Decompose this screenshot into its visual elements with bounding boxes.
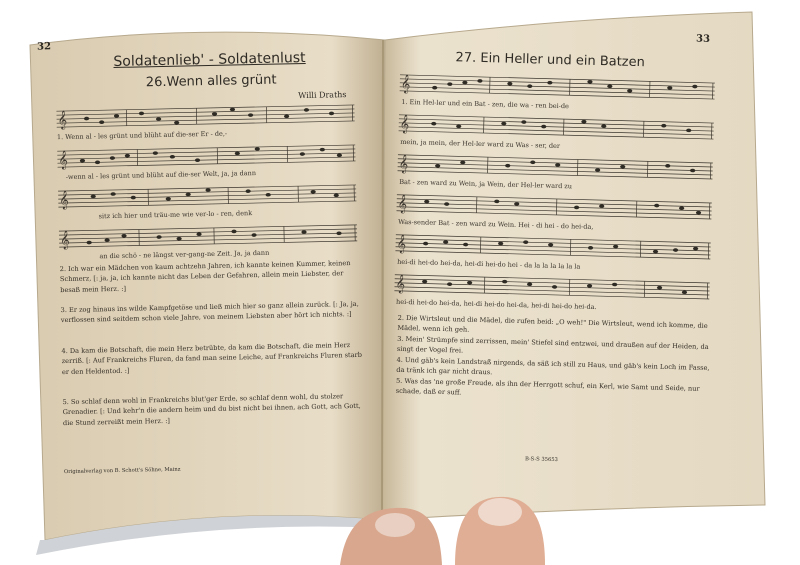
verse-5: 5. So schlaf denn wohl in Frankreichs blut'ger Erde, so schlaf denn wohl, du stolzer Grenadier. [: Und kehr'n die andern heim und du bist nicht bei ihnen, ach Gott, ach Gott, die Stund zerreißt mein Herz. :] bbox=[62, 392, 361, 427]
lyric-line: 1. Wenn al - les grünt und blüht auf die-ser Er - de,- bbox=[56, 129, 228, 142]
page-number: 33 bbox=[695, 33, 711, 45]
svg-text:𝄞: 𝄞 bbox=[58, 149, 69, 170]
verse-2: 2. Die Wirtsleut und die Mädel, die rufen beid: „O weh!" Die Wirtsleut, wend ich komme, die Mädel, wenn ich geh. bbox=[397, 313, 708, 335]
section-header: Soldatenlieb' - Soldatenlust bbox=[113, 49, 306, 70]
composer-name: Willi Draths bbox=[298, 90, 347, 101]
verse-2: 2. Ich war ein Mädchen von kaum achtzehn Jahren, ich kannte keinen Kummer, keinen Schmerz, [: ja, ja, ich kannte nicht das Leben der Gefahren, allein mein Liebster, der besaß mein Herz. :] bbox=[59, 259, 351, 294]
lyric-line: -wenn al - les grünt und blüht auf die-ser Welt, ja, ja dann bbox=[65, 169, 257, 181]
verse-4: 4. Und gäb's kein Landstraß nirgends, da säß ich still zu Haus, und gäb's kein Loch im Fasse, da tränk ich gar nicht draus. bbox=[396, 355, 710, 377]
svg-text:𝄞: 𝄞 bbox=[400, 73, 411, 94]
lyric-line: an die schö - ne längst ver-gang-ne Zeit. Ja, ja dann bbox=[99, 248, 270, 261]
lyric-line: sitz ich hier und träu-me wie ver-lo - ren, denk bbox=[98, 209, 253, 221]
svg-text:𝄞: 𝄞 bbox=[399, 113, 410, 134]
svg-text:𝄞: 𝄞 bbox=[395, 273, 406, 294]
verse-3: 3. Mein' Strümpfe sind zerrissen, mein' Stiefel sind entzwei, und draußen auf der Heiden, da singt der Vogel frei. bbox=[396, 334, 709, 355]
catalog-number: B-S-S 35653 bbox=[524, 456, 558, 464]
svg-text:𝄞: 𝄞 bbox=[57, 109, 68, 130]
lyric-line: hei-di hei-do hei-da, hei-di hei-do hei-da, hei-di hei-do hei-da. bbox=[396, 297, 597, 312]
svg-text:𝄞: 𝄞 bbox=[396, 233, 407, 254]
svg-text:𝄞: 𝄞 bbox=[59, 189, 69, 210]
svg-text:𝄞: 𝄞 bbox=[59, 229, 70, 250]
verse-4: 4. Da kam die Botschaft, die mein Herz betrübte, da kam die Botschaft, die mein Herz zerriß. [: Auf Frankreichs Fluren, da fand man seine Leiche, auf Frankreichs Fluren starb er den Heldentod. :] bbox=[61, 341, 363, 376]
lyric-line: hei-di hei-do hei-da, hei-di hei-do hei - da la la la la la la bbox=[397, 257, 581, 271]
lyric-line: 1. Ein Hel-ler und ein Bat - zen, die wa - ren bei-de bbox=[401, 97, 570, 111]
verse-5: 5. Was das 'ne große Freude, als ihn der Herrgott schuf, ein Kerl, wie Samt und Seide, nur schade, daß er suff. bbox=[395, 376, 700, 397]
song-title: 27. Ein Heller und ein Batzen bbox=[455, 50, 646, 71]
verse-3: 3. Er zog hinaus ins wilde Kampfgetöse und ließ mich hier so ganz allein zurück. [: Ja, ja, verflossen sind seitdem schon viele Jahre, von meinem Liebsten aber hört ich nichts. :] bbox=[60, 299, 359, 325]
svg-text:𝄞: 𝄞 bbox=[397, 193, 408, 214]
svg-text:𝄞: 𝄞 bbox=[398, 153, 409, 174]
lyric-line: mein, ja mein, der Hel-ler ward zu Was - ser, der bbox=[400, 137, 561, 151]
publisher-footer: Originalverlag von B. Schott's Söhne, Mainz bbox=[63, 466, 181, 476]
lyric-line: Bat - zen ward zu Wein, ja Wein, der Hel-ler ward zu bbox=[399, 177, 573, 191]
page-number: 32 bbox=[36, 41, 52, 53]
lyric-line: Was-sender Bat - zen ward zu Wein. Hei - di hei - do hei-da, bbox=[398, 217, 594, 231]
song-title: 26.Wenn alles grünt bbox=[145, 72, 277, 91]
